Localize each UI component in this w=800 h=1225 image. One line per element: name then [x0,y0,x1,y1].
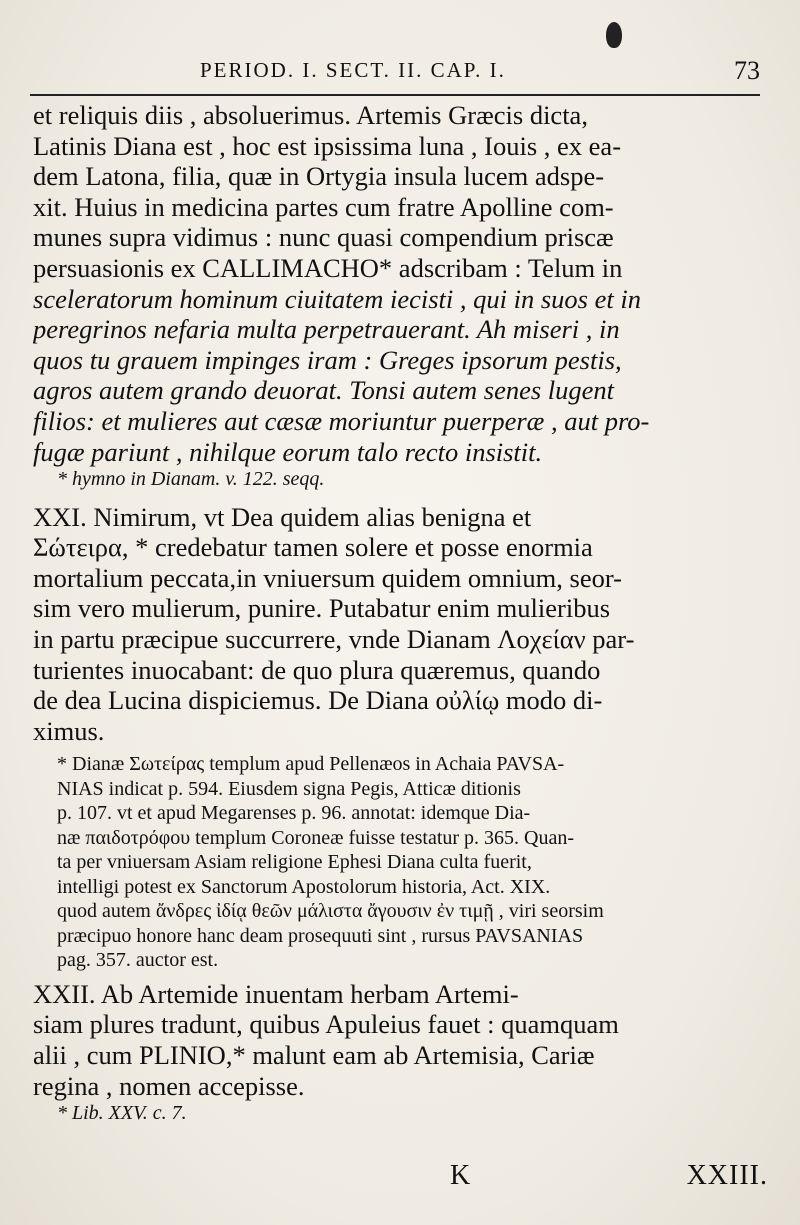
footnote-plinius: * Lib. XXV. c. 7. [57,1102,187,1125]
signature-mark: K [450,1160,471,1191]
section-xxii-line: XXII. Ab Artemide inuentam herbam Artemi- [33,978,519,1009]
text-line: Latinis Diana est , hoc est ipsissima luna , Iouis , ex ea- [33,130,622,161]
section-xxi-line: in partu præcipue succurrere, vnde Dianam Λοχείαν par- [33,624,635,654]
section-xxi-line: ximus. [33,715,105,746]
footnote-pausanias-line: næ παιδοτρόφου templum Coroneæ fuisse testatur p. 365. Quan- [57,826,575,849]
footnote-pausanias-line: p. 107. vt et apud Megarenses p. 96. annotat: idemque Dia- [57,802,531,825]
ink-blot [606,22,622,48]
section-xxi-line: mortalium peccata,in vniuersum quidem omnium, seor- [33,562,622,593]
text-line-italic: quos tu grauem impinges iram : Greges ipsorum pestis, [33,344,622,375]
text-line: munes supra vidimus : nunc quasi compendium priscæ [33,222,614,253]
page-footer [0,1160,800,1200]
section-xxii-line: regina , nomen accepisse. [33,1070,305,1101]
section-xxi-line: turientes inuocabant: de quo plura quæremus, quando [33,654,601,685]
footnote-pausanias-line: NIAS indicat p. 594. Eiusdem signa Pegis, Atticæ ditionis [57,777,521,800]
section-xxii-line: alii , cum PLINIO,* malunt eam ab Artemisia, Cariæ [33,1040,595,1071]
text-line: dem Latona, filia, quæ in Ortygia insula lucem adspe- [33,161,605,192]
text-line-italic: sceleratorum hominum ciuitatem iecisti , qui in suos et in [33,283,641,314]
section-xxi-line: de dea Lucina dispiciemus. De Diana οὐλίῳ modo di- [33,685,603,716]
section-xxi-line: XXI. Nimirum, vt Dea quidem alias benigna et [33,501,532,532]
running-head: PERIOD. I. SECT. II. CAP. I. [200,58,506,82]
catchword: XXIII. [686,1160,768,1191]
footnote-pausanias-line: quod autem ἄνδρες ἰδίᾳ θεῶν μάλιστα ἄγουσιν ἐν τιμῇ , viri seorsim [57,900,604,923]
header-rule [30,94,760,96]
footnote-pausanias-line: ta per vniuersam Asiam religione Ephesi Diana culta fuerit, [57,851,532,874]
page-header [40,58,770,98]
section-xxi-line: sim vero mulierum, punire. Putabatur enim mulieribus [33,593,611,624]
footnote-pausanias-line: præcipuo honore hanc deam prosequuti sint , rursus PAVSANIAS [57,924,584,947]
text-line-italic: peregrinos nefaria multa perpetrauerant. Ah miseri , in [33,314,620,345]
body-text [33,100,770,1126]
footnote-callimachus: * hymno in Dianam. v. 122. seqq. [57,468,325,491]
section-xxii-line: siam plures tradunt, quibus Apuleius fauet : quamquam [33,1009,619,1040]
text-line-italic: fugæ pariunt , nihilque eorum talo recto insistit. [33,436,543,467]
text-line: persuasionis ex CALLIMACHO* adscribam : Telum in [33,252,623,283]
text-line: et reliquis diis , absoluerimus. Artemis Græcis dicta, [33,100,588,130]
text-line: xit. Huius in medicina partes cum fratre Apolline com- [33,191,614,222]
footnote-pausanias-line: pag. 357. auctor est. [57,949,219,972]
text-line-italic: filios: et mulieres aut cæsæ moriuntur puerperæ , aut pro- [33,405,650,436]
text-line-italic: agros autem grando deuorat. Tonsi autem senes lugent [33,375,615,406]
footnote-pausanias-line: * Dianæ Σωτείρας templum apud Pellenæos in Achaia PAVSA- [57,753,565,776]
section-xxi-line: Σώτειρα, * credebatur tamen solere et posse enormia [33,532,593,563]
footnote-pausanias-line: intelligi potest ex Sanctorum Apostolorum historia, Act. XIX. [57,875,551,898]
page-number: 73 [734,56,760,85]
